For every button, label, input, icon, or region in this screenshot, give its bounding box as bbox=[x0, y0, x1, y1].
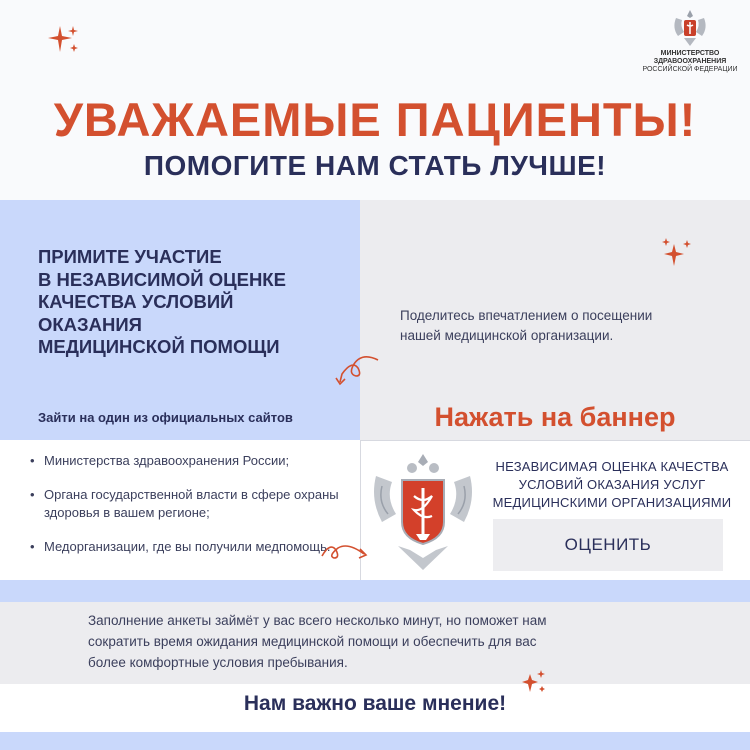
participate-title-line: ОКАЗАНИЯ bbox=[38, 313, 142, 335]
participate-title-line: ПРИМИТЕ УЧАСТИЕ bbox=[38, 246, 222, 267]
ministry-name-line-2: ЗДРАВООХРАНЕНИЯ bbox=[653, 58, 727, 65]
list-item: • Органа государственной власти в сфере охраны здоровья в вашем регионе; bbox=[28, 486, 348, 522]
bottom-stripe bbox=[0, 732, 750, 750]
footer-info-line: сократить время ожидания медицинской помощи и обеспечить для вас bbox=[88, 634, 537, 649]
eagle-icon bbox=[670, 6, 710, 50]
participate-title bbox=[38, 246, 338, 359]
banner-text-line: МЕДИЦИНСКИМИ ОРГАНИЗАЦИЯМИ bbox=[492, 495, 732, 510]
curly-arrow-icon bbox=[332, 352, 382, 392]
share-text-line: Поделитесь впечатлением о посещении bbox=[400, 308, 653, 323]
list-item: • Министерства здравоохранения России; bbox=[28, 452, 348, 470]
curly-arrow-icon bbox=[318, 538, 374, 568]
participate-title-line: МЕДИЦИНСКОЙ ПОМОЩИ bbox=[38, 336, 280, 357]
participate-title-line: КАЧЕСТВА УСЛОВИЙ bbox=[38, 291, 234, 312]
page-subtitle: ПОМОГИТЕ НАМ СТАТЬ ЛУЧШЕ! bbox=[143, 150, 607, 181]
opinion-heading: Нам важно ваше мнение! bbox=[243, 692, 507, 715]
footer-info-line: Заполнение анкеты займёт у вас всего несколько минут, но поможет нам bbox=[88, 613, 547, 628]
ministry-logo bbox=[640, 6, 740, 78]
ministry-name-line-3: РОССИЙСКОЙ ФЕДЕРАЦИИ bbox=[642, 66, 738, 73]
divider-stripe bbox=[0, 580, 750, 602]
banner-text[interactable] bbox=[482, 458, 742, 512]
banner-text-line: УСЛОВИЙ ОКАЗАНИЯ УСЛУГ bbox=[518, 477, 706, 492]
sites-caption: Зайти на один из официальных сайтов bbox=[38, 410, 293, 425]
click-banner-label: Нажать на баннер bbox=[434, 402, 676, 432]
share-text bbox=[400, 306, 720, 346]
footer-info-line: более комфортные условия пребывания. bbox=[88, 655, 348, 670]
rate-button[interactable]: ОЦЕНИТЬ bbox=[493, 519, 723, 571]
sites-list bbox=[28, 452, 348, 572]
banner-text-line: НЕЗАВИСИМАЯ ОЦЕНКА КАЧЕСТВА bbox=[495, 459, 729, 474]
list-item: • Медорганизации, где вы получили медпомощь. bbox=[28, 538, 348, 556]
sparkle-icon bbox=[46, 22, 82, 58]
page-title: УВАЖАЕМЫЕ ПАЦИЕНТЫ! bbox=[53, 93, 697, 146]
participate-title-line: В НЕЗАВИСИМОЙ ОЦЕНКЕ bbox=[38, 268, 286, 290]
eagle-emblem-icon[interactable] bbox=[368, 450, 478, 574]
share-text-line: нашей медицинской организации. bbox=[400, 328, 614, 343]
sparkle-icon bbox=[658, 236, 694, 270]
footer-info-text bbox=[88, 610, 688, 673]
ministry-name-line-1: МИНИСТЕРСТВО bbox=[660, 50, 720, 57]
